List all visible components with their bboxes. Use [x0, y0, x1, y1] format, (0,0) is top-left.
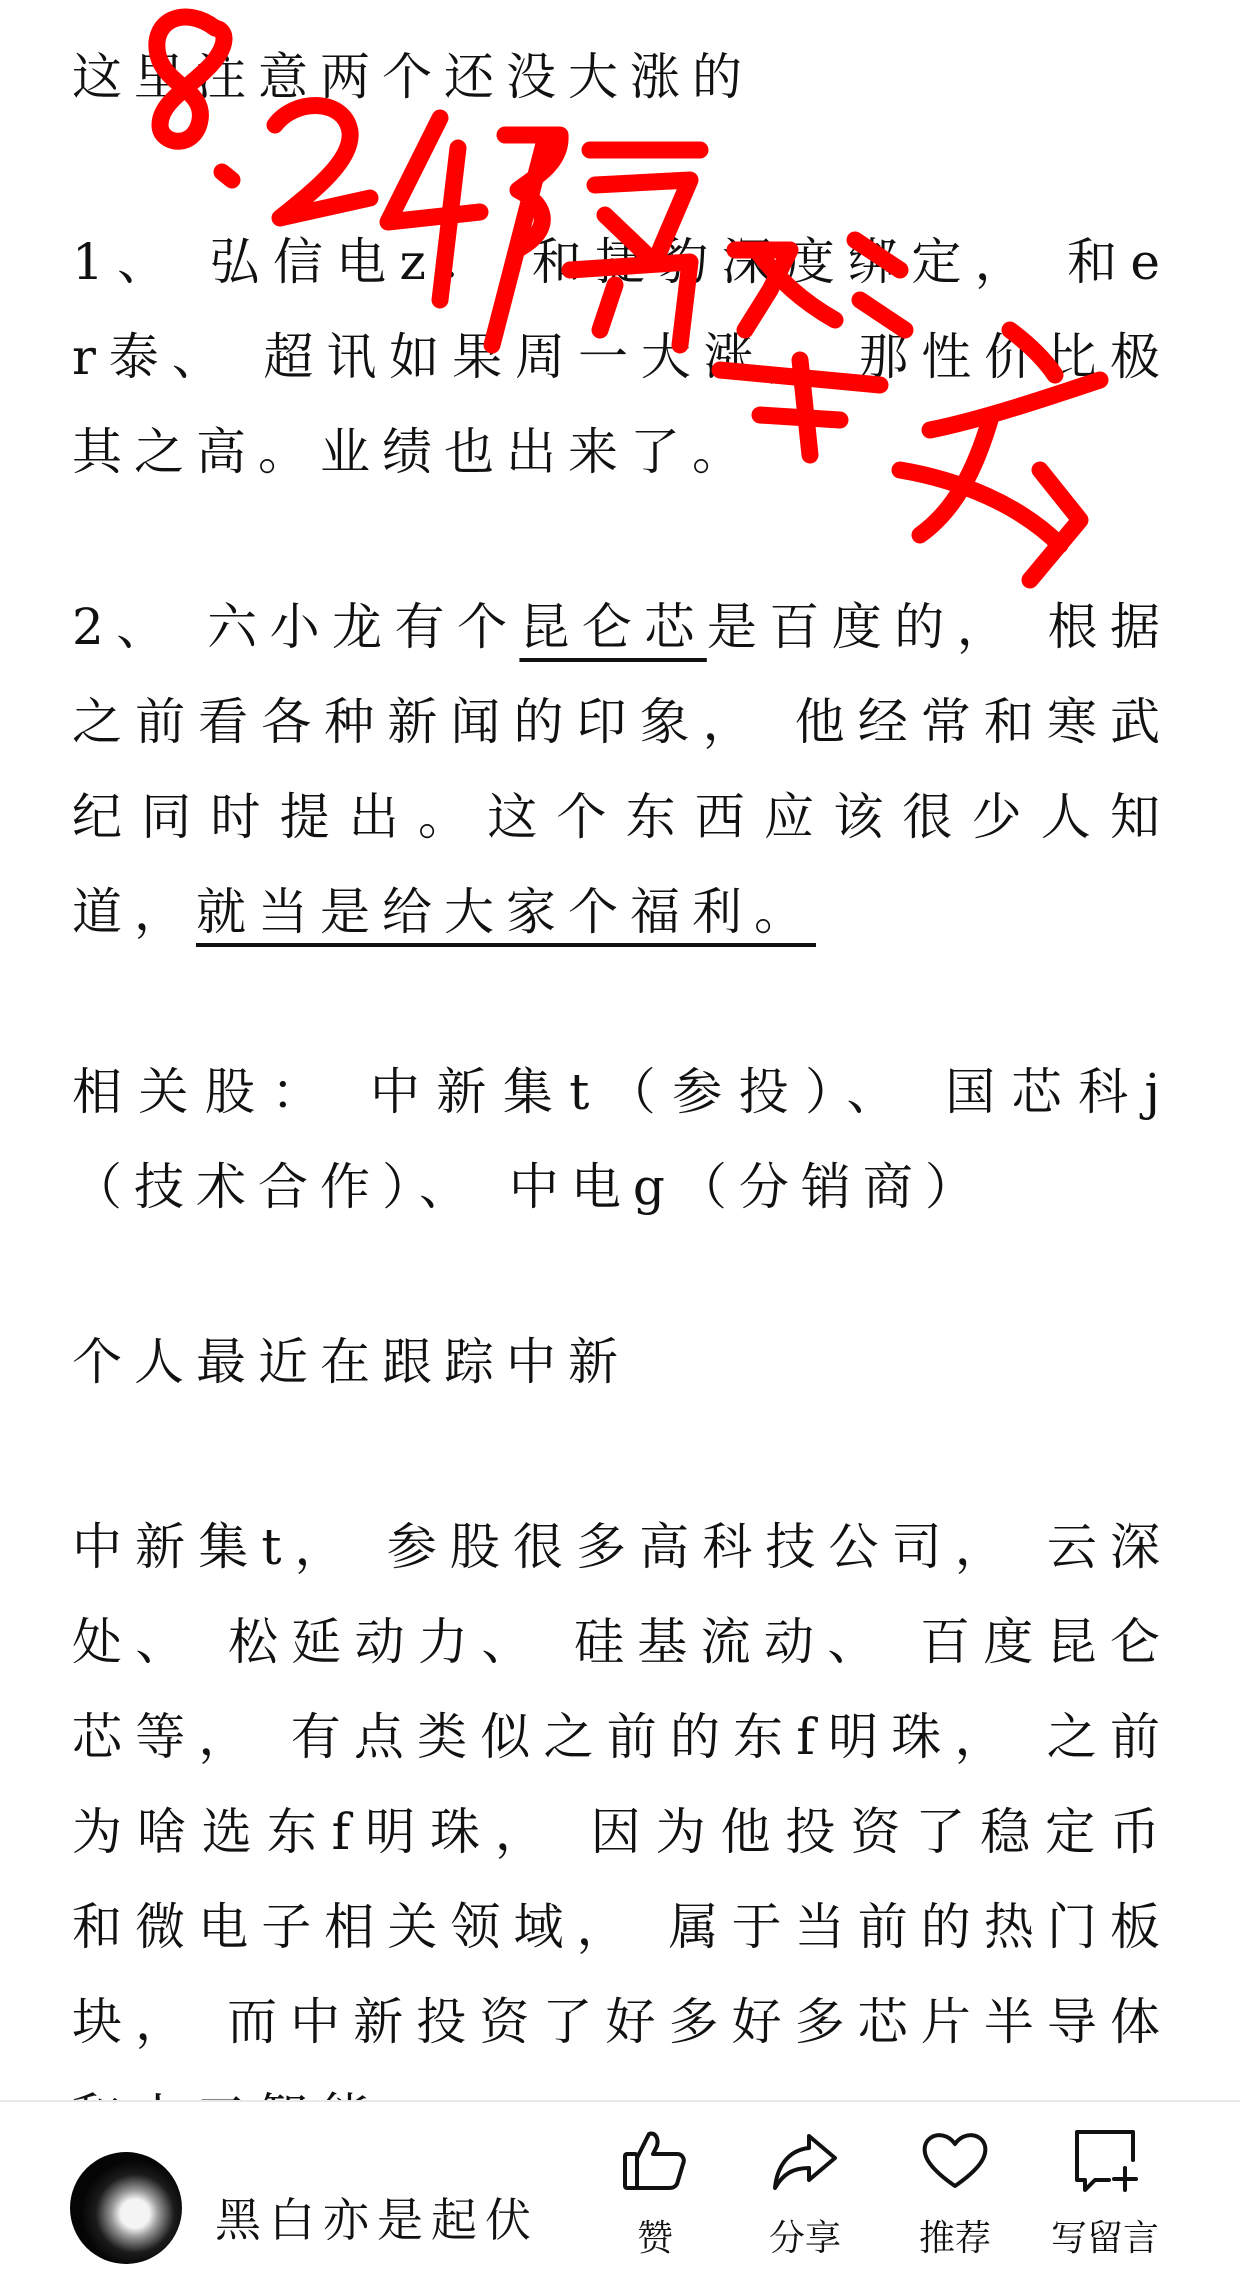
like-label: 赞	[636, 2218, 673, 2259]
share-button[interactable]	[740, 2124, 870, 2274]
paragraph: 1、 弘信电z： 和捷豹深度绑定， 和er泰、 超讯如果周一大涨， 那性价比极其之高。业绩也出来了。	[72, 233, 1172, 481]
bottom-toolbar	[0, 2100, 1240, 2263]
recommend-button[interactable]	[890, 2124, 1020, 2274]
share-label: 分享	[768, 2218, 841, 2259]
author-name[interactable]: 黑白亦是起伏	[215, 2193, 539, 2247]
thumbs-up-icon	[619, 2124, 691, 2196]
share-icon	[769, 2124, 841, 2196]
heart-icon	[919, 2124, 991, 2196]
paragraph-text: 2、 六小龙有个	[72, 598, 520, 656]
paragraph: 这里注意两个还没大涨的	[72, 48, 754, 106]
write-comment-button[interactable]	[1040, 2124, 1170, 2274]
paragraph	[72, 580, 1172, 960]
recommend-label: 推荐	[918, 2218, 991, 2259]
write-comment-label: 写留言	[1050, 2218, 1159, 2259]
underlined-text: 昆仑芯	[519, 598, 707, 656]
paragraph: 个人最近在跟踪中新	[72, 1333, 630, 1391]
paragraph-text: 是百度的， 根据之前看各种新闻的印象， 他经常和寒武纪同时提出。这个东西应该很少人知道，	[72, 598, 1172, 941]
paragraph: 相关股： 中新集t（参投）、 国芯科j（技术合作）、 中电g（分销商）	[72, 1063, 1172, 1216]
underlined-text: 就当是给大家个福利。	[196, 883, 816, 941]
author-avatar[interactable]	[70, 2152, 182, 2264]
comment-add-icon	[1069, 2124, 1141, 2196]
like-button[interactable]	[590, 2124, 720, 2274]
paragraph: 中新集t， 参股很多高科技公司， 云深处、 松延动力、 硅基流动、 百度昆仑芯等， 有点类似之前的东f明珠， 之前为啥选东f明珠， 因为他投资了稳定币和微电子相关领域， 属于当前的热门板块， 而中新投资了好多好多芯片半导体	[72, 1518, 1172, 2051]
